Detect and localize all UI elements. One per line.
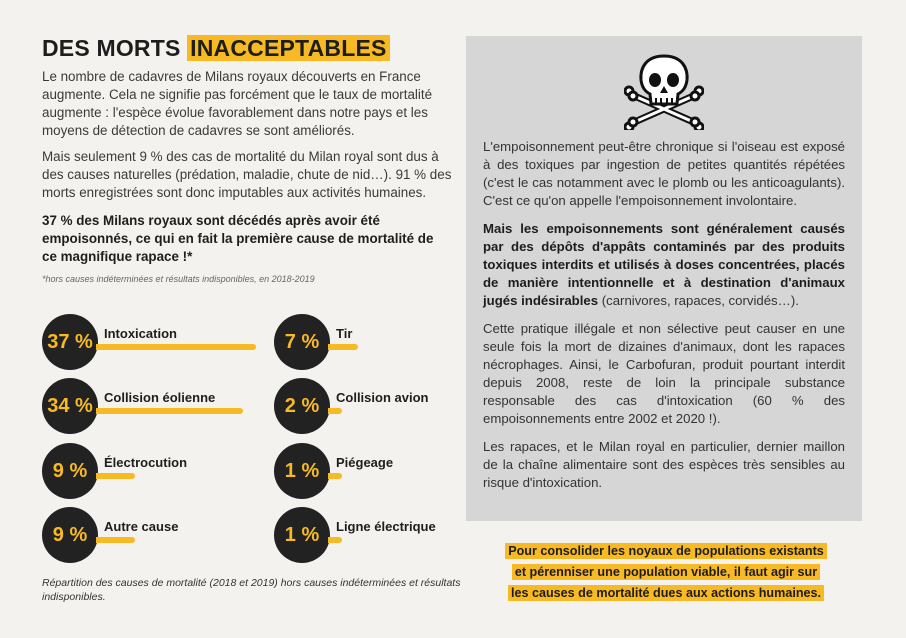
- stat-item: [42, 378, 242, 438]
- panel-paragraph-2: [483, 220, 845, 310]
- call-to-action: [498, 541, 834, 604]
- footnote: *hors causes indéterminées et résultats indisponibles, en 2018-2019: [42, 274, 315, 284]
- stat-label: Collision avion: [336, 390, 429, 405]
- stat-item: [274, 443, 474, 503]
- stat-bar: [96, 473, 135, 479]
- stat-value-circle: [42, 443, 98, 499]
- panel-paragraph-2-bold: Mais les empoisonnements sont généralement causés par des dépôts d'appâts contaminés par des produits toxiques interdits et utilisés à doses concentrées, placés de manière intentionnelle et à destination d'animaux jugés indésirables: [483, 221, 845, 308]
- stat-item: [42, 443, 242, 503]
- stat-value: 9 %: [52, 459, 88, 482]
- stat-label: Ligne électrique: [336, 519, 436, 534]
- cta-line: et pérenniser une population viable, il faut agir sur: [512, 564, 820, 580]
- stat-value-circle: [42, 507, 98, 563]
- stat-label: Collision éolienne: [104, 390, 216, 405]
- title-plain: DES MORTS: [42, 35, 181, 61]
- stat-bar: [96, 408, 243, 414]
- stat-bar: [96, 537, 135, 543]
- stat-value-circle: [42, 314, 98, 370]
- cta-line: Pour consolider les noyaux de populations existants: [505, 543, 827, 559]
- stat-label: Électrocution: [104, 455, 188, 470]
- stat-bar: [328, 537, 342, 543]
- stat-value: 9 %: [52, 523, 88, 546]
- poisoning-panel: [466, 36, 862, 521]
- stat-bar: [328, 408, 342, 414]
- stat-value-circle: [274, 378, 330, 434]
- skull-crossbones-icon: [624, 50, 704, 130]
- stat-item: [42, 507, 242, 567]
- stat-label: Tir: [336, 326, 353, 341]
- stat-item: [274, 507, 474, 567]
- intro-column: [42, 34, 452, 284]
- panel-paragraph-4: Les rapaces, et le Milan royal en particulier, dernier maillon de la chaîne alimentaire sont des espèces très sensibles au risque d'intoxication.: [483, 439, 845, 490]
- intro-paragraph-1: Le nombre de cadavres de Milans royaux découverts en France augmente. Cela ne signifie pas forcément que le taux de mortalité augmente : l'espèce évolue favorablement dans notre pays et les moyens de détection de cadavres se sont améliorés.: [42, 69, 433, 138]
- stat-item: [42, 314, 242, 374]
- stats-caption: Répartition des causes de mortalité (2018 et 2019) hors causes indéterminées et résultats indisponibles.: [42, 577, 461, 603]
- panel-paragraph-3: Cette pratique illégale et non sélective peut causer en une seule fois la mort de dizaines d'animaux, dont les rapaces nécrophages. Ainsi, le Carbofuran, produit pourtant interdit depuis 2008, reste de loin la principale substance responsable des cas d'intoxication (60 % des empoisonnements entre 2002 et 2020 !).: [483, 321, 845, 426]
- stat-value-circle: [274, 507, 330, 563]
- stat-value-circle: [274, 314, 330, 370]
- title-highlight: INACCEPTABLES: [187, 35, 389, 61]
- stat-item: [274, 378, 474, 438]
- intro-paragraph-2: Mais seulement 9 % des cas de mortalité du Milan royal sont dus à des causes naturelles (prédation, maladie, chute de nid…). 91 % des morts enregistrées sont donc imputables aux activités humaines.: [42, 149, 452, 200]
- cta-line: les causes de mortalité dues aux actions humaines.: [508, 585, 824, 601]
- stat-label: Intoxication: [104, 326, 177, 341]
- intro-paragraph-3: 37 % des Milans royaux sont décédés après avoir été empoisonnés, ce qui en fait la première cause de mortalité de ce magnifique rapace !*: [42, 213, 434, 264]
- stat-value: 2 %: [284, 394, 320, 417]
- stat-label: Piégeage: [336, 455, 394, 470]
- panel-paragraph-2-rest: (carnivores, rapaces, corvidés…).: [598, 293, 799, 308]
- mortality-stats: [42, 298, 462, 558]
- panel-paragraph-1: L'empoisonnement peut-être chronique si l'oiseau est exposé à des toxiques par ingestion de petites quantités répétées (c'est le cas notamment avec le plomb ou les anticoagulants). C'est ce qu'on appelle l'empoisonnement involontaire.: [483, 139, 845, 208]
- stat-value: 37 %: [47, 330, 93, 353]
- stat-value: 1 %: [284, 459, 320, 482]
- stat-value-circle: [274, 443, 330, 499]
- stat-bar: [328, 344, 358, 350]
- stat-value: 1 %: [284, 523, 320, 546]
- stat-bar: [328, 473, 342, 479]
- stat-item: [274, 314, 474, 374]
- stat-value-circle: [42, 378, 98, 434]
- stat-value: 7 %: [284, 330, 320, 353]
- stat-bar: [96, 344, 256, 350]
- stat-label: Autre cause: [104, 519, 179, 534]
- stat-value: 34 %: [47, 394, 93, 417]
- page-title: [42, 34, 452, 62]
